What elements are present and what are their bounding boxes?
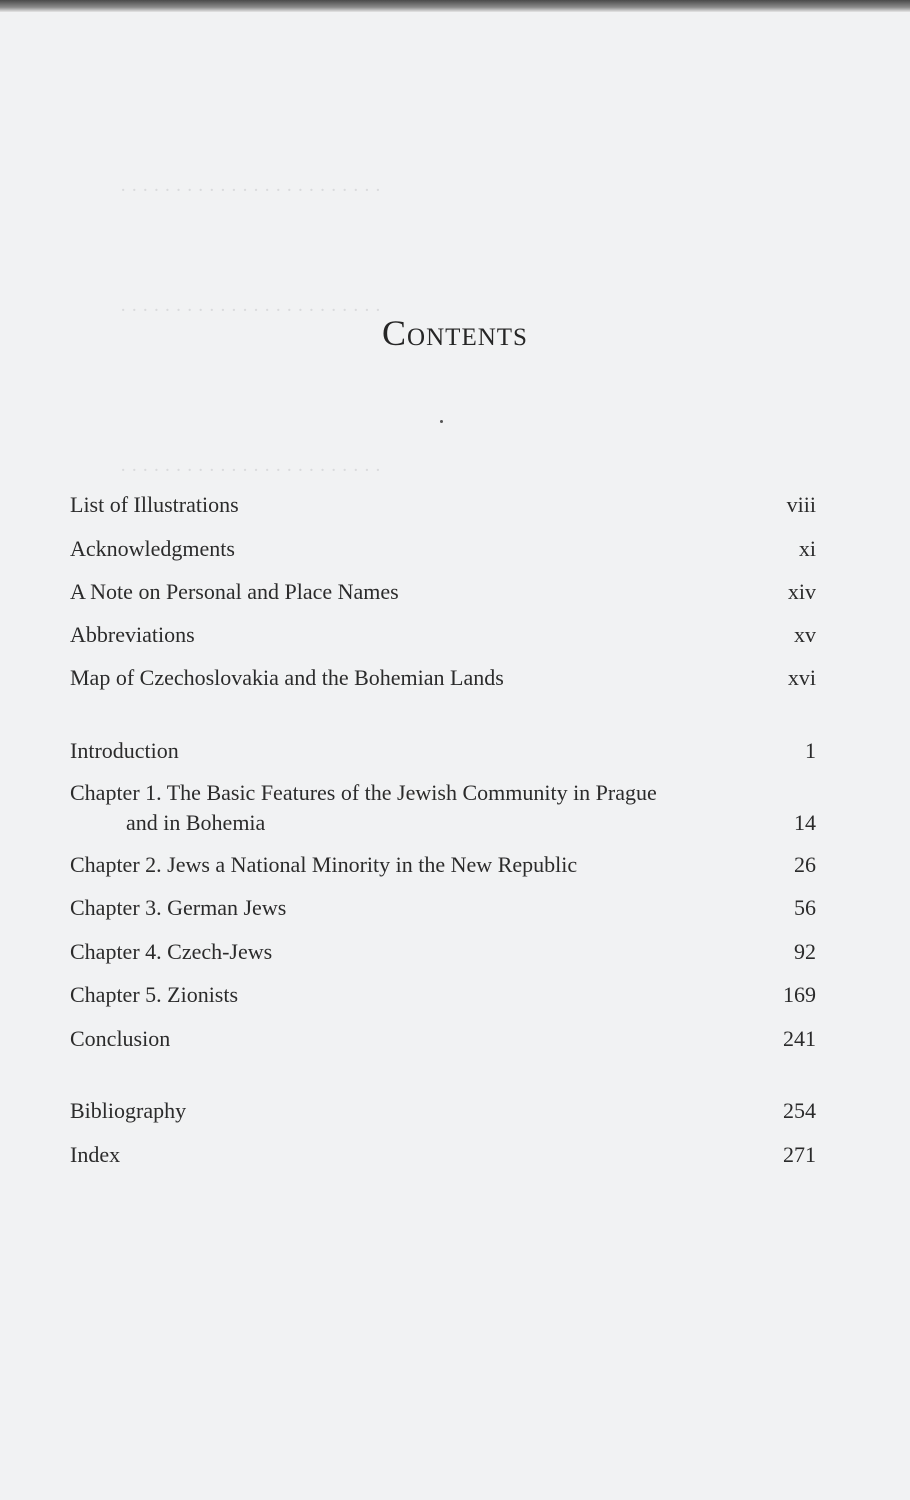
toc-entry-label: Chapter 2. Jews a National Minority in the New Republic bbox=[70, 852, 578, 877]
bleed-through-text: · · · · · · · · · · · · · · · · · · · · · · · · bbox=[120, 180, 382, 201]
page-top-edge bbox=[0, 0, 910, 12]
toc-entry-page: 56 bbox=[794, 895, 816, 920]
ornament-dot bbox=[440, 420, 443, 423]
toc-entry-label: List of Illustrations bbox=[70, 492, 239, 517]
bleed-through-text: · · · · · · · · · · · · · · · · · · · · · · · · bbox=[120, 460, 382, 481]
toc-entry-label: Introduction bbox=[70, 738, 179, 763]
toc-entry-page: 1 bbox=[805, 738, 816, 763]
toc-entry-label: Acknowledgments bbox=[70, 536, 235, 561]
toc-entry-page: 169 bbox=[783, 982, 816, 1007]
toc-entry-page: xi bbox=[798, 536, 816, 561]
toc-entry-label: A Note on Personal and Place Names bbox=[70, 579, 399, 604]
toc-entry-page: xv bbox=[794, 622, 816, 647]
toc-entry-label: Chapter 5. Zionists bbox=[70, 982, 239, 1007]
toc-entry-label: Chapter 3. German Jews bbox=[70, 895, 287, 920]
bleed-through-text: · · · · · · · · · · · · · · · · · · · · · · · · bbox=[120, 300, 382, 321]
toc-entry-page: xiv bbox=[787, 579, 816, 604]
toc-entry-page: 92 bbox=[794, 939, 816, 964]
toc-entry-label: Index bbox=[70, 1142, 121, 1167]
toc-entry-label: Bibliography bbox=[70, 1098, 187, 1123]
toc-entry-label: Map of Czechoslovakia and the Bohemian Lands bbox=[70, 665, 504, 690]
toc-entry-page: 26 bbox=[794, 852, 816, 877]
toc-entry-page: 254 bbox=[783, 1098, 816, 1123]
toc-entry-page: 241 bbox=[783, 1026, 816, 1051]
toc-entry-label: Conclusion bbox=[70, 1026, 171, 1051]
toc-entry-label: Chapter 1. The Basic Features of the Jewish Community in Prague bbox=[70, 780, 657, 805]
toc-entry-label: Chapter 4. Czech-Jews bbox=[70, 939, 273, 964]
toc-entry-continuation: and in Bohemia bbox=[126, 810, 266, 835]
toc-entry-page: xvi bbox=[787, 665, 816, 690]
toc-entry-label: Abbreviations bbox=[70, 622, 195, 647]
toc-entry-page: viii bbox=[786, 492, 816, 517]
toc-entry-page: 271 bbox=[783, 1142, 816, 1167]
toc-entry-page: 14 bbox=[794, 810, 816, 835]
page-title: Contents bbox=[382, 313, 528, 353]
